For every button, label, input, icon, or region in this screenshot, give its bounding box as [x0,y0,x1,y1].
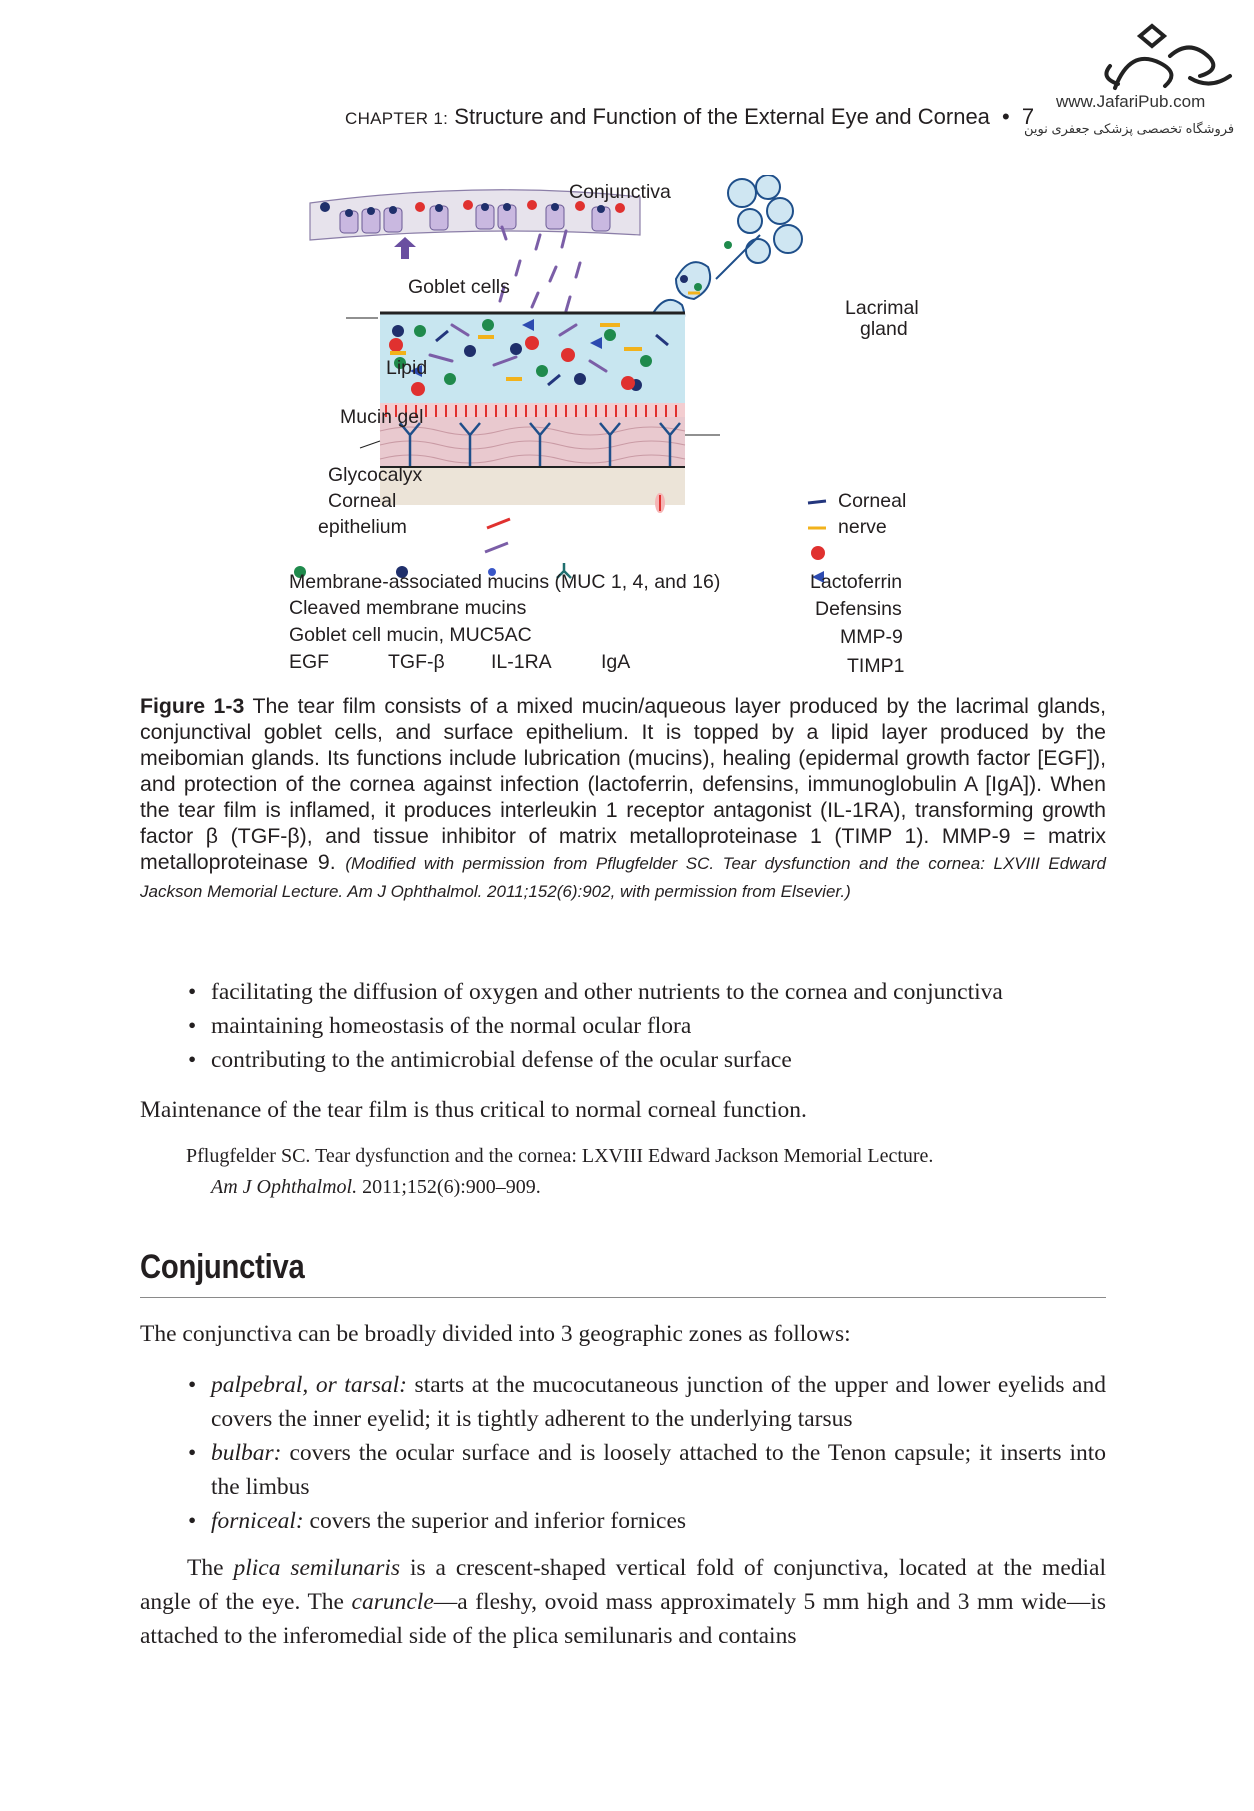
membrane-mucin-swatch-icon [655,493,665,513]
chapter-title: Structure and Function of the External Eye and Cornea [454,104,990,129]
figure-caption [140,693,1106,905]
para-text: is a crescent-shaped vertical fold of conjunctiva, located at the medial angle of the eye. The [140,1555,1107,1615]
plica-paragraph [140,1551,1106,1653]
para-text: —a fleshy, ovoid mass approximately 5 mm high and 3 mm wide—is attached to the inferomedial side of the plica semilunaris and contains [140,1589,1106,1649]
legend-membrane-mucins: Membrane-associated mucins (MUC 1, 4, and 16) [289,571,721,593]
zone-term: bulbar: [211,1440,282,1466]
figure-number: Figure 1-3 [140,694,245,718]
cleaved-mucin-swatch-icon [487,519,510,528]
legend-lactoferrin: Lactoferrin [810,571,903,593]
legend-timp1: TIMP1 [847,655,905,677]
legend-mmp9: MMP-9 [840,626,903,648]
zone-text: covers the ocular surface and is loosely attached to the Tenon capsule; it inserts into the limbus [211,1440,1106,1500]
para-text: The [187,1555,224,1581]
legend-cleaved-mucins: Cleaved membrane mucins [289,597,527,619]
zone-text: covers the superior and inferior fornices [309,1508,687,1534]
glycocalyx-layer [380,403,685,417]
label-epithelium: epithelium [318,516,407,538]
term-caruncle: caruncle [351,1589,434,1615]
label-corneal: Corneal [328,490,397,512]
list-item [188,1504,1106,1538]
legend-iga: IgA [601,651,631,673]
term-plica: plica semilunaris [233,1555,401,1581]
label-conjunctiva: Conjunctiva [569,181,671,203]
lacrimal-gland [652,175,802,335]
label-glycocalyx: Glycocalyx [328,464,423,486]
reference [186,1141,1106,1203]
list-item: • contributing to the antimicrobial defense of the ocular surface [188,1043,1106,1077]
section-intro: The conjunctiva can be broadly divided into 3 geographic zones as follows: [140,1321,851,1347]
running-head [345,104,1034,130]
reference-line1: Pflugfelder SC. Tear dysfunction and the cornea: LXVIII Edward Jackson Memorial Lecture. [186,1145,934,1167]
logo-tagline: فروشگاه تخصصی پزشکی جعفری نوین [1024,121,1235,136]
legend-il1ra: IL-1RA [491,651,552,673]
list-item: • maintaining homeostasis of the normal ocular flora [188,1009,1106,1043]
label-lacrimal: Lacrimal [845,297,919,319]
legend-egf: EGF [289,651,330,673]
logo-url[interactable]: www.JafariPub.com [1056,92,1206,111]
lactoferrin-swatch-icon [808,501,826,503]
maintenance-sentence: Maintenance of the tear film is thus critical to normal corneal function. [140,1097,807,1123]
goblet-mucin-swatch-icon [485,543,508,552]
legend-tgf: TGF-β [388,651,445,673]
caption-text: The tear film consists of a mixed mucin/aqueous layer produced by the lacrimal glands, conjunctival goblet cells, and surface epithelium. It is topped by a lipid layer produced by the meibomian glands. Its functions include lubrication (mucins), healing (epidermal growth factor [EGF]), and protection of the cornea against infection (lactoferrin, defensins, immunoglobulin A [IgA]). When the tear film is inflamed, it produces interleukin 1 receptor antagonist (IL-1RA), transforming growth factor β (TGF-β), and tissue inhibitor of matrix metalloproteinase 1 (TIMP 1). MMP-9 = matrix metalloproteinase 9. [140,694,1106,874]
conjunctiva-zones-list [188,1368,1106,1538]
tear-film-figure [280,175,1000,685]
mmp9-swatch-icon [811,546,825,560]
label-goblet-cells: Goblet cells [408,276,510,298]
list-item: • facilitating the diffusion of oxygen and other nutrients to the cornea and conjunctiva [188,975,1106,1009]
label-lipid: Lipid [386,357,428,379]
section-title: Conjunctiva [140,1248,305,1286]
zone-term: forniceal: [211,1508,304,1534]
chapter-label: CHAPTER 1: [345,109,449,128]
label-corneal-nerve-1: Corneal [838,490,907,512]
label-lacrimal-gland: gland [860,318,908,340]
corneal-stroma-layer [380,468,685,505]
list-item [188,1368,1106,1436]
header-bullet: • [1002,104,1010,129]
zone-text: starts at the mucocutaneous junction of the upper and lower eyelids and covers the inner eyelid; it is tightly adherent to the underlying tarsus [211,1372,1106,1432]
reference-journal: Am J Ophthalmol. [211,1176,358,1198]
legend-goblet-mucin: Goblet cell mucin, MUC5AC [289,624,532,646]
list-item [188,1436,1106,1504]
label-corneal-nerve-2: nerve [838,516,887,538]
tear-film-functions-list [188,975,1106,1077]
section-divider [140,1297,1106,1298]
page-number: 7 [1021,104,1035,129]
caption-credit: (Modified with permission from Pflugfelder SC. Tear dysfunction and the cornea: LXVIII Edward Jackson Memorial Lecture. Am J Ophthalmol. 2011;152(6):902, with permission from Elsevier.) [140,854,1106,901]
zone-term: palpebral, or tarsal: [211,1372,407,1398]
legend-defensins: Defensins [815,598,902,620]
reference-citation: 2011;152(6):900–909. [362,1176,541,1198]
goblet-arrow-icon [394,237,416,259]
label-mucin-gel: Mucin gel [340,406,424,428]
